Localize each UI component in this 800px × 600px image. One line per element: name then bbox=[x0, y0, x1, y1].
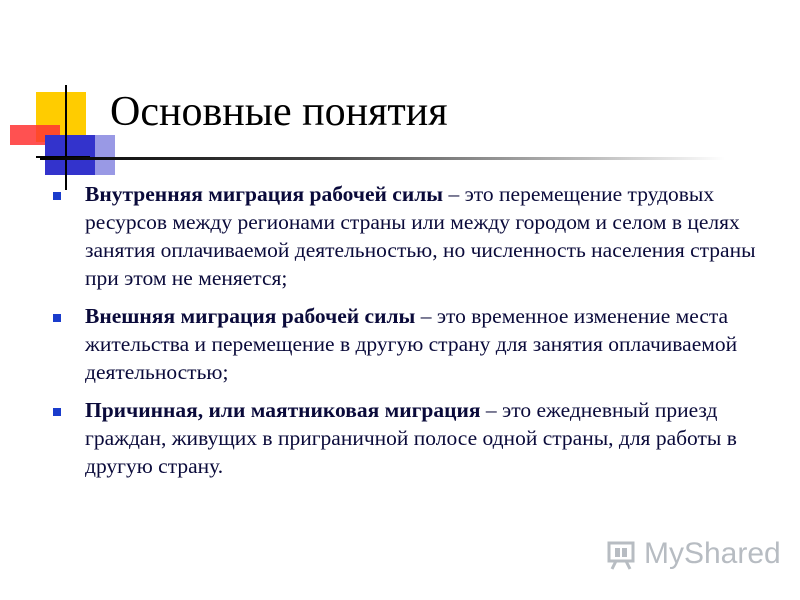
bullet-term: Внешняя миграция рабочей силы bbox=[85, 304, 416, 328]
bullet-text: – это ежедневный приезд граждан, живущих в приграничной полосе одной страны, для работы в другую страну. bbox=[85, 398, 737, 478]
bullet-list bbox=[53, 180, 773, 490]
corner-decoration bbox=[0, 0, 120, 190]
myshared-logo-icon bbox=[606, 537, 640, 571]
slide-title: Основные понятия bbox=[110, 89, 448, 135]
watermark-text: MyShared bbox=[644, 537, 781, 570]
myshared-watermark bbox=[606, 534, 781, 574]
list-item bbox=[53, 180, 773, 292]
bullet-term: Внутренняя миграция рабочей силы bbox=[85, 182, 444, 206]
list-item bbox=[53, 302, 773, 386]
bullet-text: – это перемещение трудовых ресурсов между регионами страны или между городом и селом в целях занятия оплачиваемой деятельностью, но численность населения страны при этом не меняется; bbox=[85, 182, 756, 290]
list-item bbox=[53, 396, 773, 480]
title-underline bbox=[40, 157, 725, 160]
bullet-term: Причинная, или маятниковая миграция bbox=[85, 398, 481, 422]
bullet-text: – это временное изменение места жительства и перемещение в другую страну для занятия оплачиваемой деятельностью; bbox=[85, 304, 738, 384]
